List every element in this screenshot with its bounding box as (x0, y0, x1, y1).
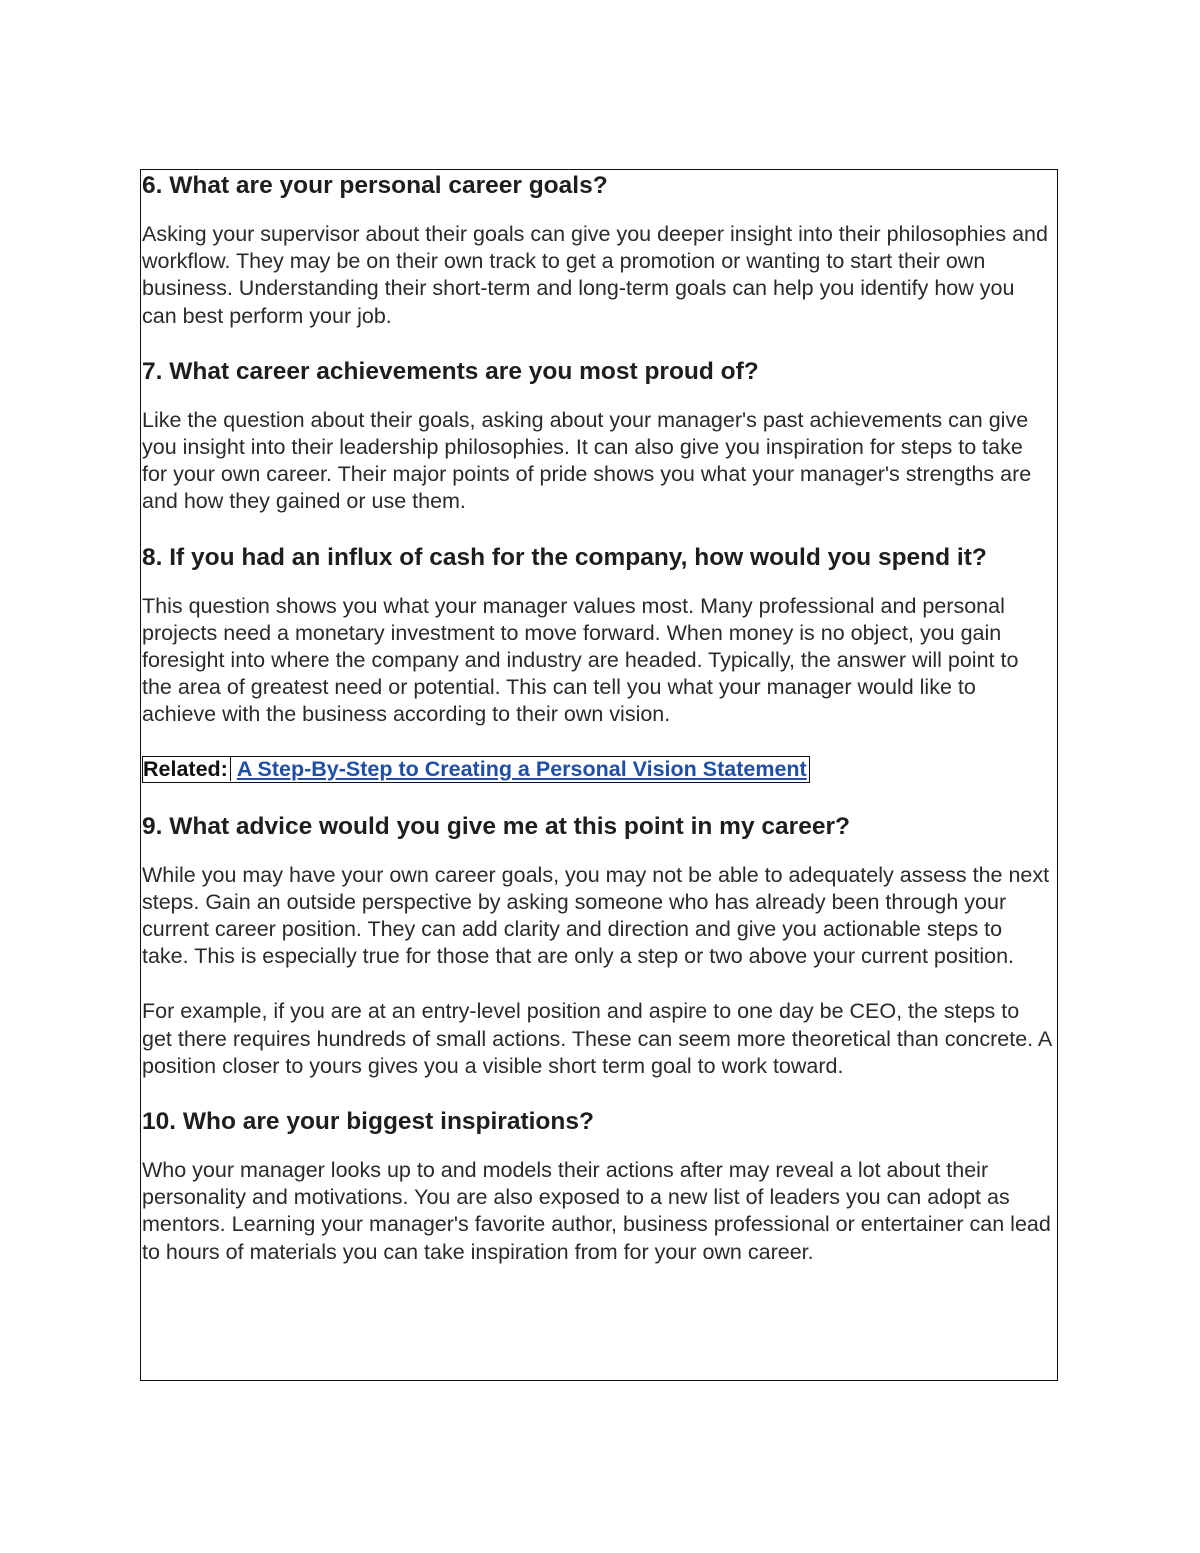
section-paragraph: For example, if you are at an entry-level position and aspire to one day be CEO, the steps to get there requires hundreds of small actions. These can seem more theoretical than concrete. A position closer to yours gives you a visible short term goal to work toward. (142, 999, 1052, 1078)
section-9 (142, 813, 1053, 1080)
section-paragraph: While you may have your own career goals, you may not be able to adequately assess the next steps. Gain an outside perspective by asking someone who has already been through your current career position. They can add clarity and direction and give you actionable steps to take. This is especially true for those that are only a step or two above your current position. (142, 862, 1050, 969)
section-8 (142, 544, 1053, 729)
section-heading: 10. Who are your biggest inspirations? (142, 1108, 594, 1136)
section-paragraph: Who your manager looks up to and models their actions after may reveal a lot about their personality and motivations. You are also exposed to a new list of leaders you can adopt as mentors. Learning your manager's favorite author, business professional or entertainer can lead to hours of materials you can take inspiration from for your own career. (142, 1158, 1051, 1264)
section-7 (142, 358, 1053, 516)
section-paragraph: Asking your supervisor about their goals can give you deeper insight into their philosophies and workflow. They may be on their own track to get a promotion or wanting to start their own business. Understanding their short-term and long-term goals can help you identify how you can best perform your job. (142, 222, 1048, 328)
article-content-box (140, 169, 1058, 1381)
section-heading: 7. What career achievements are you most proud of? (142, 357, 759, 385)
section-heading: 9. What advice would you give me at this point in my career? (142, 812, 850, 840)
related-article-box (142, 756, 810, 783)
section-6 (142, 172, 1053, 330)
section-heading: 6. What are your personal career goals? (142, 172, 608, 199)
section-paragraph: This question shows you what your manager values most. Many professional and personal projects need a monetary investment to move forward. When money is no object, you gain foresight into where the company and industry are headed. Typically, the answer will point to the area of greatest need or potential. This can tell you what your manager would like to achieve with the business according to their own vision. (142, 593, 1019, 727)
section-heading: 8. If you had an influx of cash for the company, how would you spend it? (142, 543, 987, 571)
related-label: Related: (143, 757, 231, 781)
related-article-link[interactable]: A Step-By-Step to Creating a Personal Vision Statement (236, 756, 807, 781)
section-paragraph: Like the question about their goals, asking about your manager's past achievements can give you insight into their leadership philosophies. It can also give you inspiration for steps to take for your own career. Their major points of pride shows you what your manager's strengths are and how they gained or use them. (142, 407, 1032, 514)
section-10 (142, 1108, 1053, 1266)
